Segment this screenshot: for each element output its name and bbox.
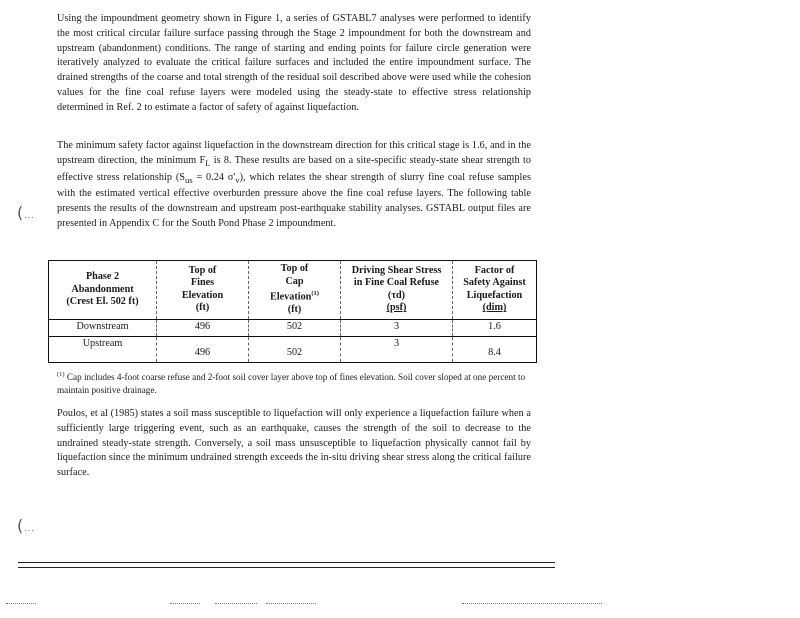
table-row — [49, 319, 537, 336]
margin-hole-mark — [17, 516, 35, 535]
cell-phase: Upstream — [49, 336, 157, 362]
cell-factor-of-safety: 1.6 — [453, 319, 537, 336]
header-cap-elevation — [249, 261, 341, 320]
header-fos-line: Safety Against — [463, 277, 526, 289]
header-fines-line: Top of — [188, 264, 217, 276]
p2-equation: = 0.24 σ' — [192, 171, 236, 183]
header-cap-footnote-ref: (1) — [311, 290, 319, 298]
cell-driving-shear: 3 — [341, 336, 453, 362]
header-phase-line: Abandonment — [71, 283, 134, 295]
header-shear-line: (τd) — [387, 289, 406, 301]
header-phase-line: (Crest El. 502 ft) — [66, 296, 139, 308]
margin-hole-dots: ... — [24, 524, 35, 533]
cell-cap-elevation: 502 — [249, 319, 341, 336]
cell-fines-elevation: 496 — [157, 336, 249, 362]
table-row — [49, 336, 537, 362]
header-cap-line — [251, 288, 338, 304]
paragraph-poulos-citation: Poulos, et al (1985) states a soil mass susceptible to liquefaction will only experience a liquefaction failure when a sufficiently large triggering event, such as an earthquake, causes the strength of the soil to decrease to the undrained steady-state strength. Conversely, a soil mass unsusceptible to liquefaction physically cannot fail by liquefaction since the minimum undrained strength exceeds the in-situ driving shear stress along the critical failure surface. — [57, 408, 531, 479]
margin-hole-dots: ... — [24, 211, 35, 220]
scan-artifact-line — [215, 603, 257, 604]
margin-hole-glyph: ( — [17, 516, 24, 535]
p2-subscript-us: us — [185, 174, 193, 185]
header-fines-line: Elevation — [181, 289, 224, 301]
header-cap-line: Cap — [285, 275, 304, 287]
header-cap-elevation-text: Elevation — [270, 291, 312, 303]
footnote-text: Cap includes 4-foot coarse refuse and 2-foot soil cover layer above top of fines elevation. Soil cover sloped at one percent to maintain positive drainage. — [57, 372, 526, 395]
page-bottom-rule — [18, 567, 555, 568]
p2-text-b: is 8. These results are based on a site-specific steady-state shear strength to effective stress relationship (S — [57, 154, 531, 183]
cell-factor-of-safety: 8.4 — [453, 336, 537, 362]
header-phase — [49, 261, 157, 320]
scan-artifact-line — [462, 603, 602, 604]
scan-artifact-line — [6, 603, 36, 604]
paragraph-analysis-method: Using the impoundment geometry shown in Figure 1, a series of GSTABL7 analyses were performed to identify the most critical circular failure surface passing through the Stage 2 impoundment for both the downstream and upstream (abandonment) conditions. The range of starting and ending points for failure circle generation were iteratively analyzed to evaluate the critical failure surfaces and included the entire impoundment surface. The drained strengths of the coarse and total strength of the residual soil described above were used while the cohesion values for the fine coal refuse layers were modeled using the steady-state to effective stress relationship determined in Ref. 2 to estimate a factor of safety of against liquefaction. — [57, 13, 531, 113]
header-shear-line: in Fine Coal Refuse — [353, 277, 440, 289]
header-shear-line: (psf) — [386, 302, 407, 314]
p2-subscript-v: v — [235, 174, 240, 185]
cell-cap-elevation: 502 — [249, 336, 341, 362]
scan-artifact-line — [266, 603, 316, 604]
page-bottom-rule — [18, 562, 555, 563]
table-footnote — [57, 369, 535, 396]
header-cap-line: Top of — [280, 263, 309, 274]
header-fines-line: Fines — [190, 277, 215, 289]
p2-subscript-l: L — [205, 157, 211, 168]
liquefaction-results-table — [48, 260, 537, 363]
footnote-marker: (1) — [57, 371, 65, 378]
cell-driving-shear: 3 — [341, 319, 453, 336]
table-header-row — [49, 261, 537, 320]
cell-phase: Downstream — [49, 319, 157, 336]
header-phase-line: Phase 2 — [85, 270, 120, 282]
p2-text-a: The minimum safety factor against liquefaction in the downstream direction for this critical stage is 1.6, and in the upstream direction, the minimum F — [57, 140, 531, 166]
p2-text-c: ), which relates the shear strength of slurry fine coal refuse samples with the estimated vertical effective overburden pressure above the fine coal refuse layers. The following table presents the results of the downstream and upstream post-earthquake stability analyses. GSTABL output files are presented in Appendix C for the South Pond Phase 2 impoundment. — [57, 171, 531, 230]
header-fines-elevation — [157, 261, 249, 320]
header-fines-line: (ft) — [195, 302, 210, 314]
cell-fines-elevation: 496 — [157, 319, 249, 336]
header-fos-line: Liquefaction — [466, 289, 523, 301]
header-fos-line: (dim) — [482, 302, 507, 314]
header-shear-line: Driving Shear Stress — [351, 264, 442, 276]
scan-artifact-line — [170, 603, 200, 604]
header-cap-line: (ft) — [287, 304, 302, 316]
header-factor-of-safety — [453, 261, 537, 320]
margin-hole-glyph: ( — [17, 203, 24, 222]
paragraph-safety-results — [57, 139, 531, 232]
header-fos-line: Factor of — [474, 264, 515, 276]
margin-hole-mark — [17, 203, 35, 222]
header-driving-shear — [341, 261, 453, 320]
